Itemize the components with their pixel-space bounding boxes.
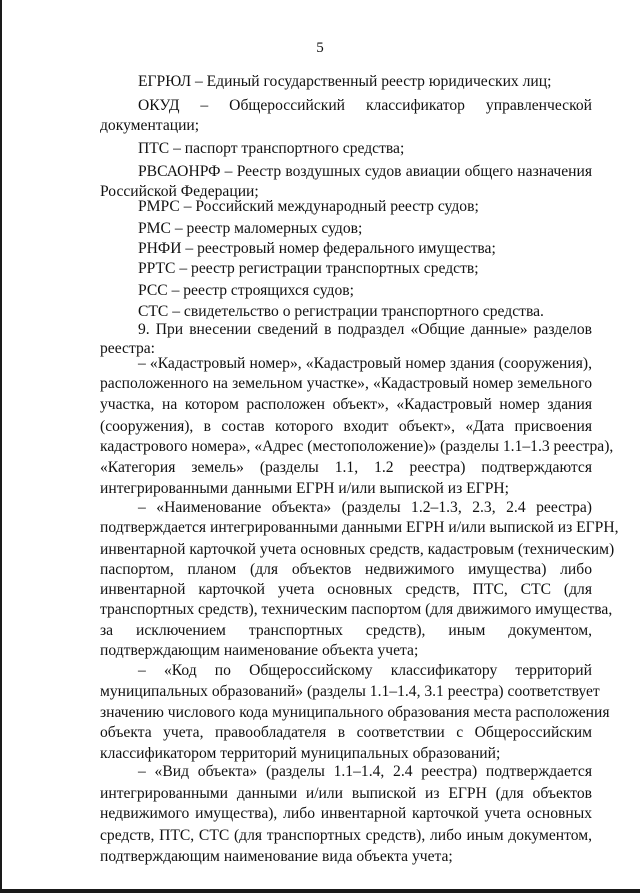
text-line: паспортом, планом (для объектов недвижимого имущества) либо (100, 561, 592, 578)
text-line: – «Кадастровый номер», «Кадастровый номер здания (сооружения), (138, 355, 592, 372)
text-line: РРТС – реестр регистрации транспортных средств; (138, 260, 479, 277)
text-line: интегрированными данными ЕГРН и/или выпиской из ЕГРН; (100, 480, 509, 497)
text-line: РВСАОНРФ – Реестр воздушных судов авиации общего назначения (138, 163, 592, 180)
text-line: участка, на котором расположен объект», «Кадастровый номер здания (100, 396, 592, 413)
text-line: (сооружения), в состав которого входит объект», «Дата присвоения (100, 418, 592, 435)
text-line: – «Наименование объекта» (разделы 1.2–1.3, 2.3, 2.4 реестра) (138, 499, 592, 516)
text-line: документации; (100, 117, 200, 134)
text-line: интегрированными данными и/или выпиской из ЕГРН (для объектов (100, 785, 592, 802)
text-line: муниципальных образований» (разделы 1.1–1.4, 3.1 реестра) соответствует (100, 683, 600, 700)
text-line: подтверждается интегрированными данными ЕГРН и/или выпиской из ЕГРН, (100, 519, 619, 536)
text-line: инвентарной карточкой учета основных средств, ПТС, СТС (для (100, 581, 592, 598)
text-line: РМРС – Российский международный реестр судов; (138, 198, 479, 215)
text-line: – «Вид объекта» (разделы 1.1–1.4, 2.4 реестра) подтверждается (138, 763, 592, 780)
text-line: РМС – реестр маломерных судов; (138, 220, 363, 237)
text-line: кадастрового номера», «Адрес (местоположение)» (разделы 1.1–1.3 реестра), (100, 438, 614, 455)
text-line: ПТС – паспорт транспортного средства; (138, 140, 405, 157)
text-line: ЕГРЮЛ – Единый государственный реестр юридических лиц; (138, 73, 552, 90)
text-line: – «Код по Общероссийскому классификатору территорий (138, 662, 592, 679)
text-line: подтверждающим наименование вида объекта учета; (100, 848, 453, 865)
text-line: транспортных средств), техническим паспортом (для движимого имущества, (100, 601, 613, 618)
page-number: 5 (316, 40, 324, 56)
text-line: «Категория земель» (разделы 1.1, 1.2 реестра) подтверждаются (100, 459, 592, 476)
text-line: средств, ПТС, СТС (для транспортных средств), либо иным документом, (100, 827, 592, 844)
text-line: недвижимого имущества), либо инвентарной карточкой учета основных (100, 805, 592, 822)
text-line: значению числового кода муниципального образования места расположения (100, 704, 610, 721)
text-line: за исключением транспортных средств), иным документом, (100, 622, 592, 639)
text-line: подтверждающим наименование объекта учета; (100, 642, 419, 659)
text-line: инвентарной карточкой учета основных средств, кадастровым (техническим) (100, 541, 615, 558)
text-line: ОКУД – Общероссийский классификатор управленческой (138, 97, 592, 114)
text-line: объекта учета, правообладателя в соответствии с Общероссийским (100, 724, 592, 741)
text-line: расположенного на земельном участке», «Кадастровый номер земельного (100, 375, 592, 392)
text-line: 9. При внесении сведений в подраздел «Общие данные» разделов (138, 321, 592, 338)
text-line: реестра: (100, 340, 156, 357)
text-line: РНФИ – реестровый номер федерального имущества; (138, 240, 496, 257)
text-line: классификатором территорий муниципальных образований; (100, 745, 501, 762)
text-line: Российской Федерации; (100, 183, 259, 200)
text-line: СТС – свидетельство о регистрации транспортного средства. (138, 303, 544, 320)
text-line: РСС – реестр строящихся судов; (138, 282, 354, 299)
